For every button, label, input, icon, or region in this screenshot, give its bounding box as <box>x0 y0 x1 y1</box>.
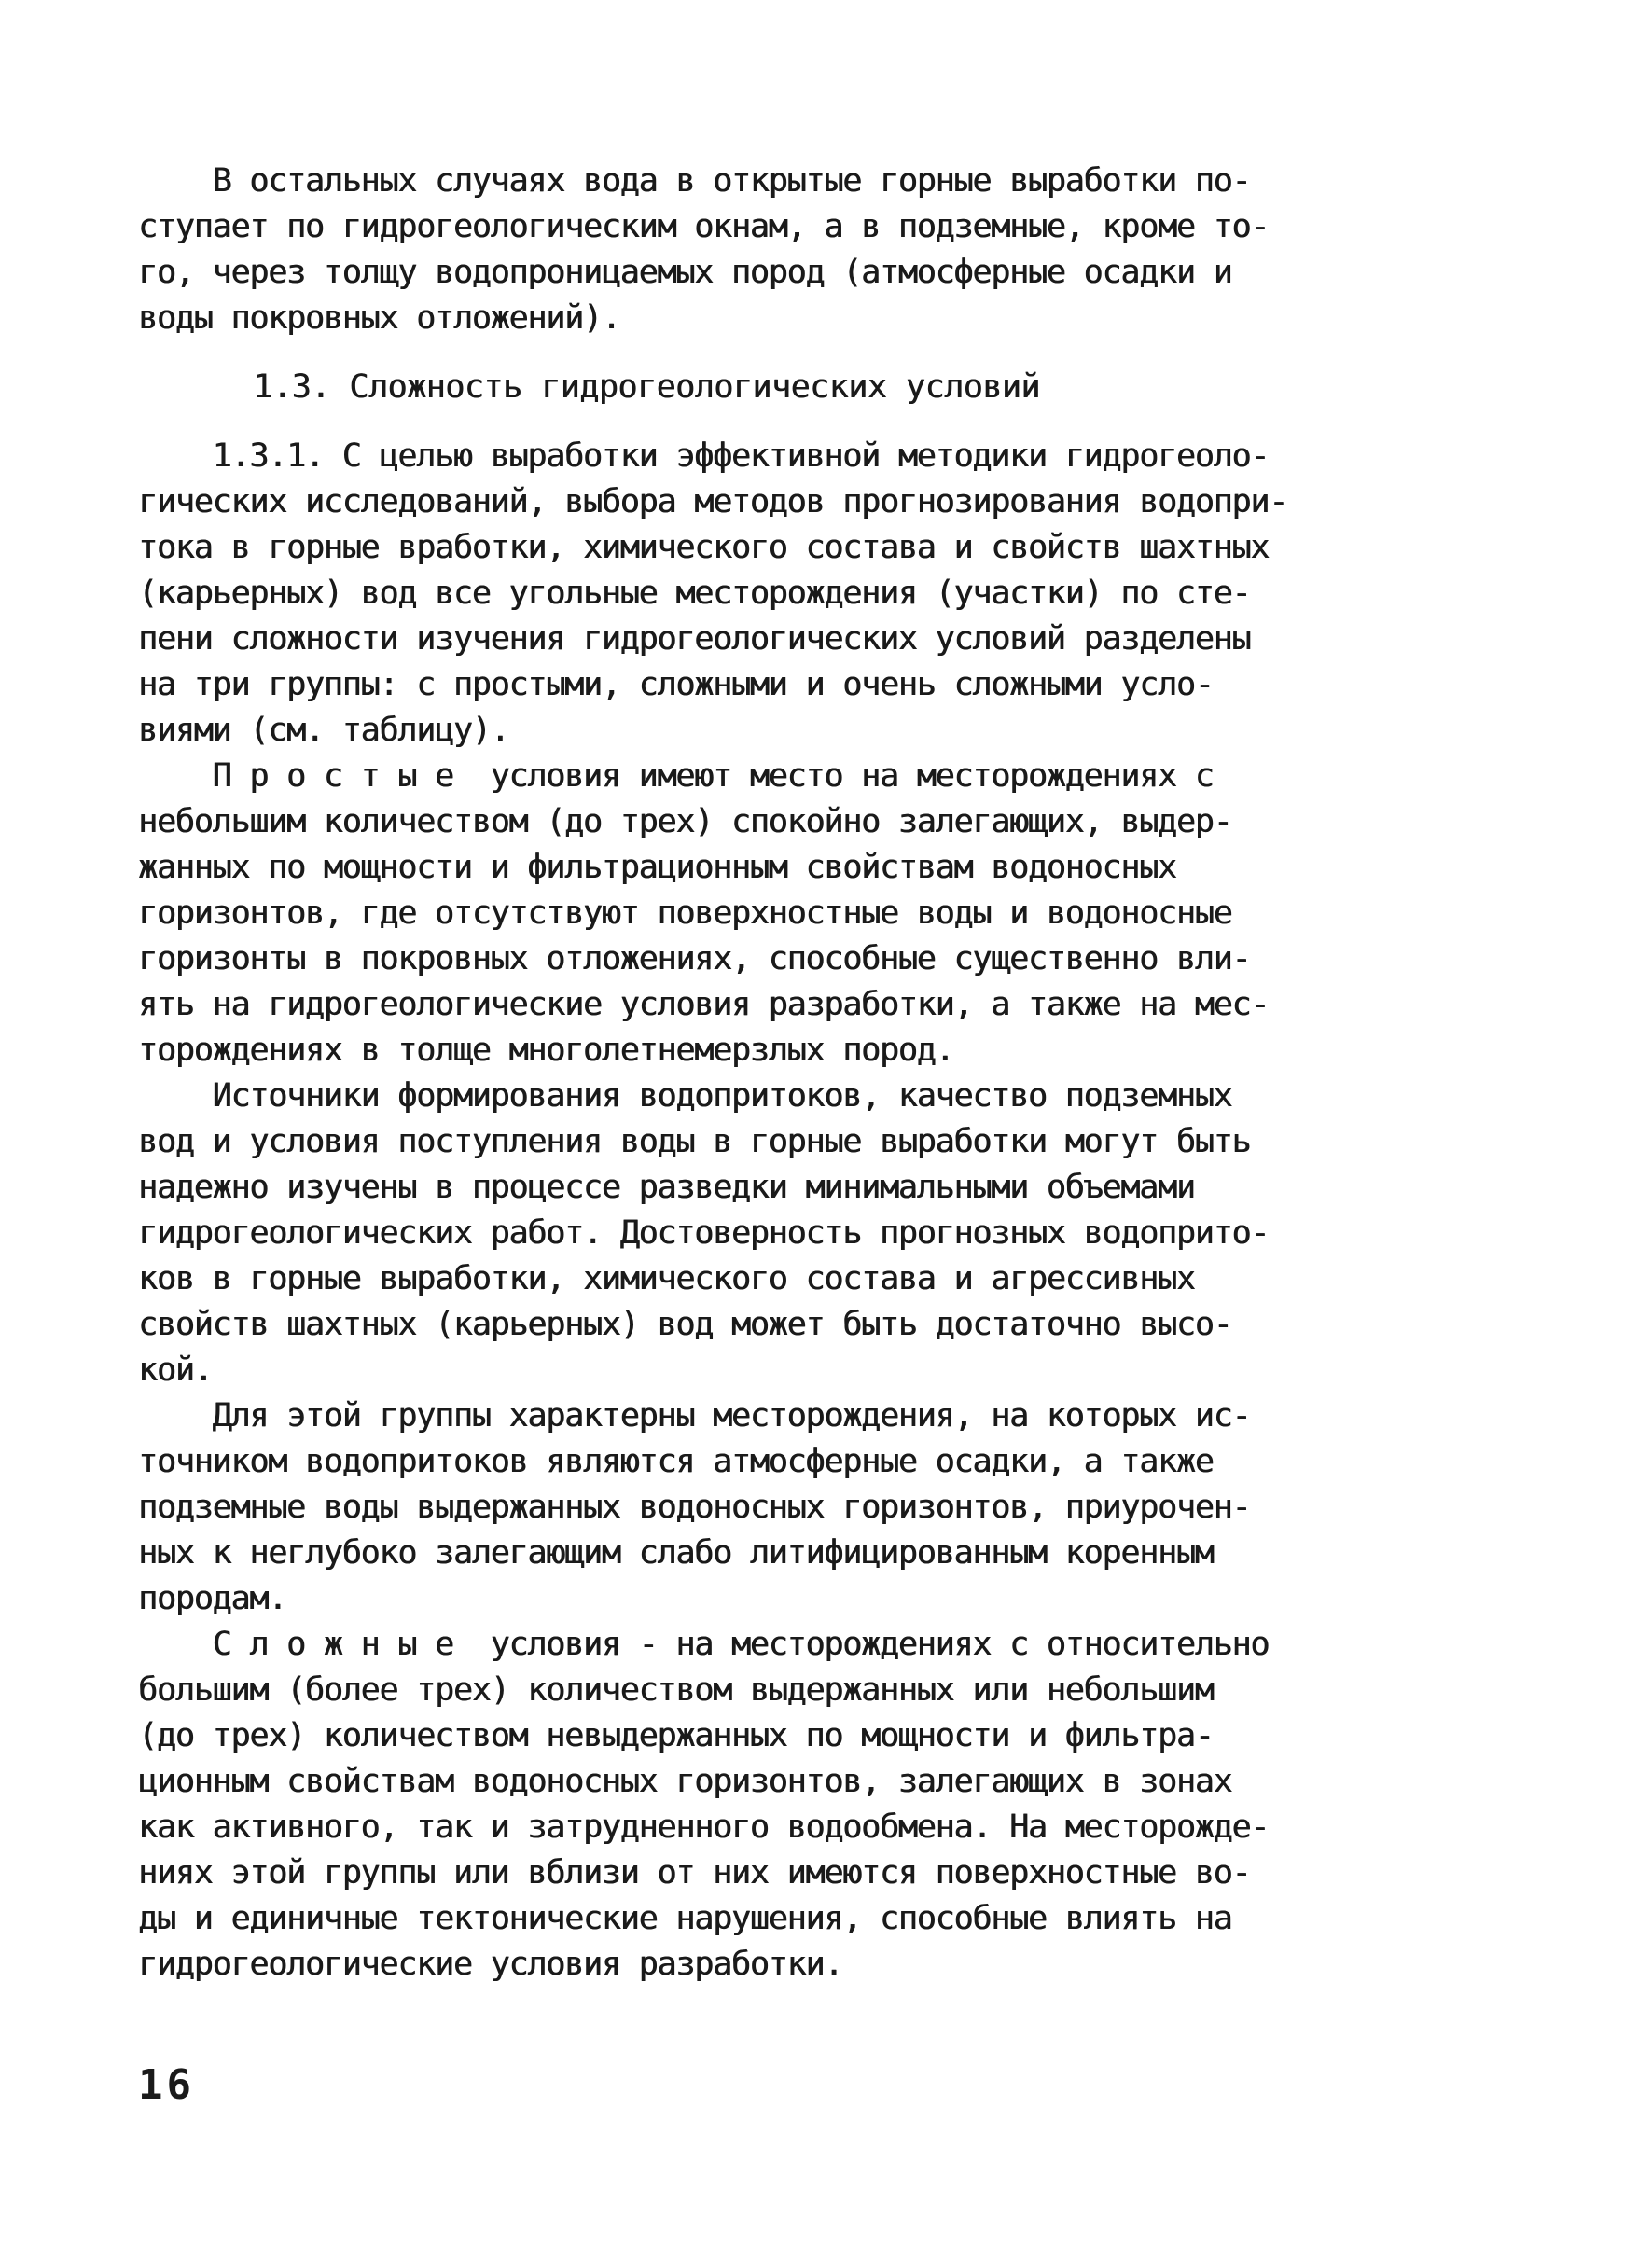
text-line: надежно изучены в процессе разведки минимальными объемами <box>138 1169 1195 1206</box>
paragraph-intro <box>138 159 1519 341</box>
text-line: как активного, так и затрудненного водообмена. На месторожде- <box>138 1809 1270 1846</box>
text-line: породам. <box>138 1580 286 1617</box>
text-line: го, через толщу водопроницаемых пород (атмосферные осадки и <box>138 254 1232 291</box>
text-line: гидрогеологических работ. Достоверность прогнозных водоприто- <box>138 1214 1270 1252</box>
text-line: большим (более трех) количеством выдержанных или небольшим <box>138 1671 1214 1709</box>
text-line: ков в горные выработки, химического состава и агрессивных <box>138 1260 1195 1297</box>
paragraph-1-3-1 <box>138 434 1519 754</box>
text-line: на три группы: с простыми, сложными и очень сложными усло- <box>138 666 1214 703</box>
text-line: виями (см. таблицу). <box>138 712 509 749</box>
text-line: Для этой группы характерны месторождения, на которых ис- <box>138 1397 1251 1434</box>
text-line: (до трех) количеством невыдержанных по мощности и фильтра- <box>138 1717 1214 1754</box>
text-line: гидрогеологические условия разработки. <box>138 1946 843 1983</box>
text-line: жанных по мощности и фильтрационным свойствам водоносных <box>138 849 1176 886</box>
document-page <box>138 159 1519 1988</box>
text-line: торождениях в толще многолетнемерзлых пород. <box>138 1032 954 1069</box>
text-line: ступает по гидрогеологическим окнам, а в подземные, кроме то- <box>138 208 1270 245</box>
text-line: 1.3.1. С целью выработки эффективной методики гидрогеоло- <box>138 437 1270 475</box>
text-line: пени сложности изучения гидрогеологических условий разделены <box>138 620 1251 658</box>
text-line: ционным свойствам водоносных горизонтов, залегающих в зонах <box>138 1763 1232 1800</box>
text-line: ниях этой группы или вблизи от них имеются поверхностные во- <box>138 1854 1251 1892</box>
paragraph-complex-conditions <box>138 1622 1519 1988</box>
text-line: точником водопритоков являются атмосферные осадки, а также <box>138 1443 1214 1480</box>
text-line: горизонтов, где отсутствуют поверхностные воды и водоносные <box>138 894 1232 932</box>
text-line: кой. <box>138 1351 213 1389</box>
heading-text: 1.3. Сложность гидрогеологических условий <box>138 368 1040 406</box>
text-line: вод и условия поступления воды в горные выработки могут быть <box>138 1123 1251 1160</box>
paragraph-simple-conditions <box>138 754 1519 1074</box>
text-line: горизонты в покровных отложениях, способные существенно вли- <box>138 940 1251 977</box>
text-line: С л о ж н ы е условия - на месторождениях с относительно <box>138 1626 1270 1663</box>
paragraph-sources <box>138 1074 1519 1393</box>
text-line: Источники формирования водопритоков, качество подземных <box>138 1077 1232 1115</box>
paragraph-group <box>138 1393 1519 1622</box>
text-line: (карьерных) вод все угольные месторождения (участки) по сте- <box>138 575 1251 612</box>
text-line: ять на гидрогеологические условия разработки, а также на мес- <box>138 986 1270 1023</box>
text-line: свойств шахтных (карьерных) вод может быть достаточно высо- <box>138 1306 1232 1343</box>
page-number: 16 <box>138 2061 195 2109</box>
text-line: подземные воды выдержанных водоносных горизонтов, приурочен- <box>138 1489 1251 1526</box>
text-line: небольшим количеством (до трех) спокойно залегающих, выдер- <box>138 803 1232 840</box>
text-line: тока в горные вработки, химического состава и свойств шахтных <box>138 529 1270 566</box>
section-heading <box>138 365 1519 410</box>
text-line: гических исследований, выбора методов прогнозирования водопри- <box>138 483 1288 520</box>
text-line: В остальных случаях вода в открытые горные выработки по- <box>138 162 1251 200</box>
text-line: ных к неглубоко залегающим слабо литифицированным коренным <box>138 1534 1214 1572</box>
text-line: воды покровных отложений). <box>138 299 620 337</box>
text-line: ды и единичные тектонические нарушения, способные влиять на <box>138 1900 1232 1937</box>
text-line: П р о с т ы е условия имеют место на месторождениях с <box>138 757 1214 795</box>
